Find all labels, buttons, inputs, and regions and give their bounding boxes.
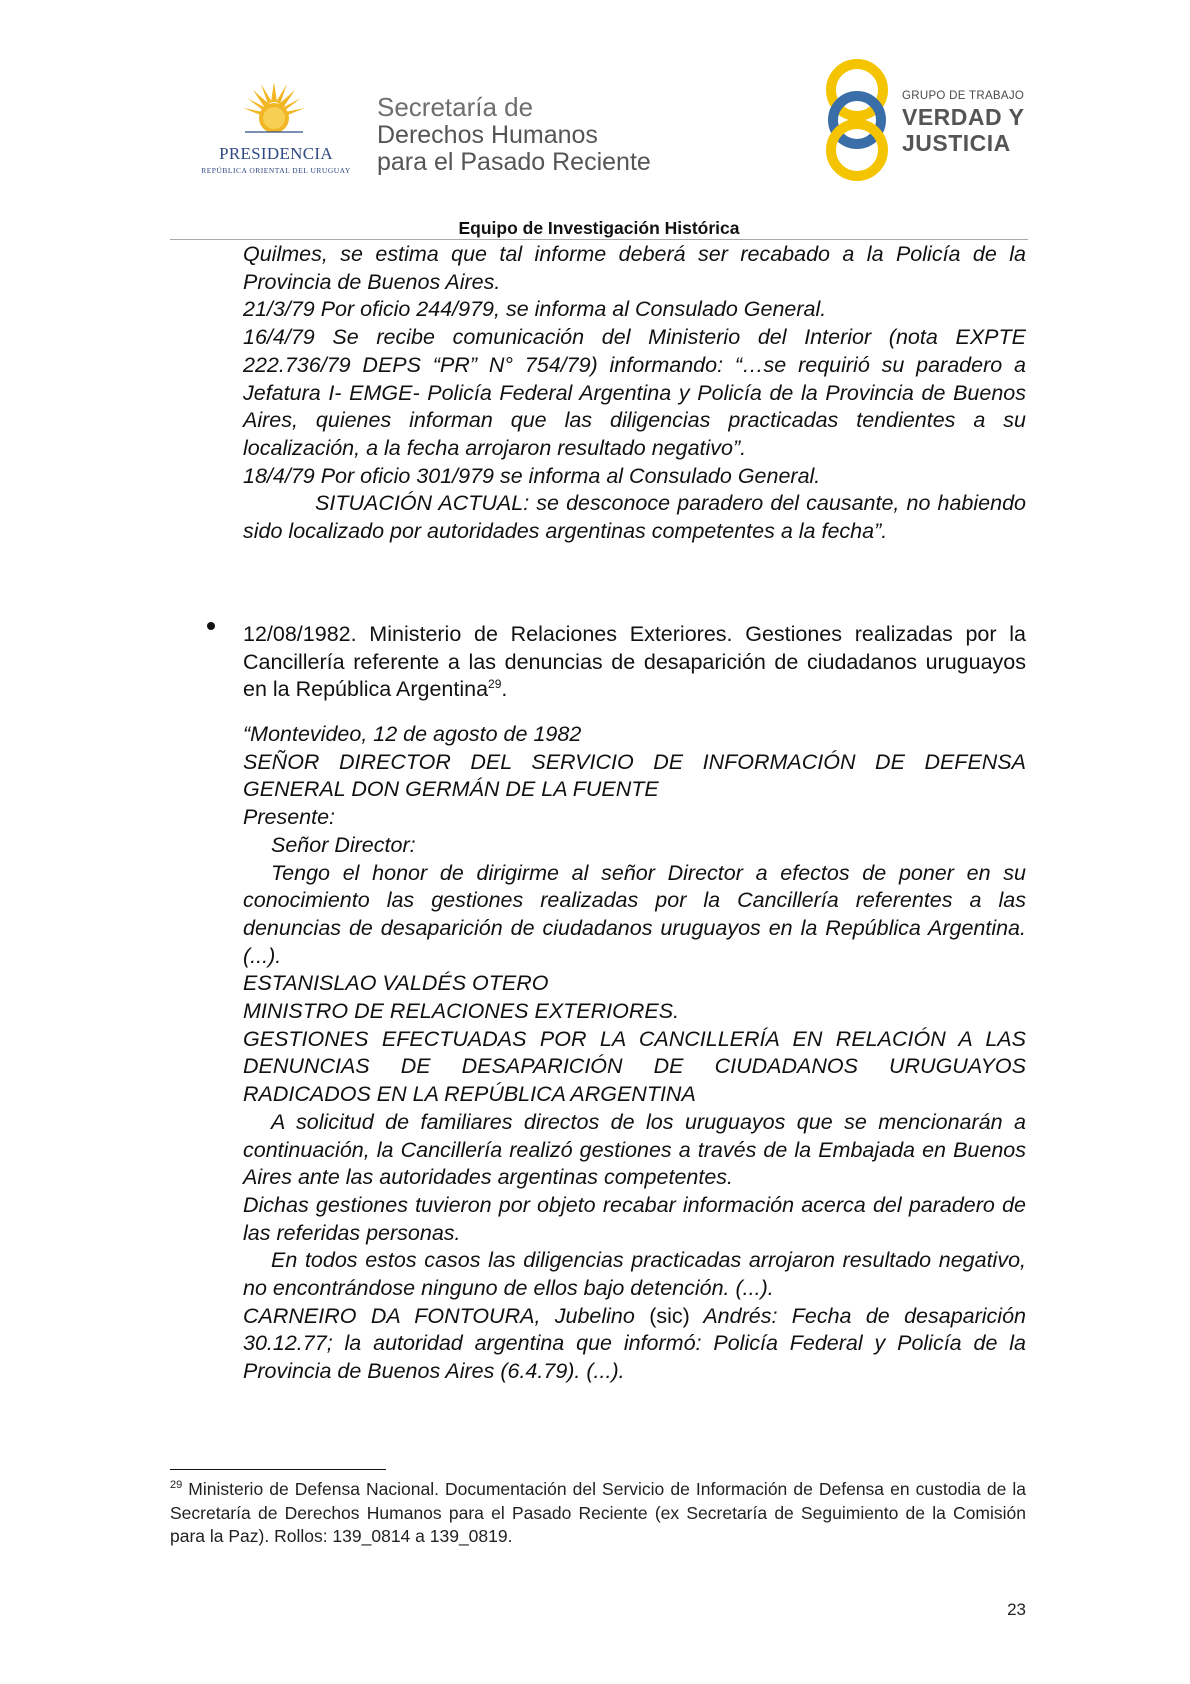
- footnote-number: 29: [170, 1479, 183, 1492]
- letter-line: Señor Director:: [271, 832, 416, 857]
- bullet-item: [243, 621, 1026, 704]
- footnote-ref: 29: [488, 677, 502, 692]
- letter-line: SEÑOR DIRECTOR DEL SERVICIO DE INFORMACIÓN DE DEFENSA GENERAL DON GERMÁN DE LA FUENTE: [243, 749, 1026, 802]
- verdad-label: VERDAD Y: [902, 104, 1025, 130]
- bullet-end: .: [501, 677, 508, 702]
- secretaria-line1: Secretaría de: [377, 92, 534, 122]
- sun-icon: [239, 80, 309, 142]
- header-divider: [170, 239, 1028, 240]
- footnote-text: Ministerio de Defensa Nacional. Documentación del Servicio de Información de Defensa en custodia de la Secretaría de Derechos Humanos para el Pasado Reciente (ex Secretaría de Seguimiento de la Comisión para la Paz). Rollos: 139_0814 a 139_0819.: [170, 1479, 1026, 1546]
- secretaria-line2: Derechos Humanos: [377, 121, 598, 149]
- letter-line: A solicitud de familiares directos de los uruguayos que se mencionarán a continuación, la Cancillería realizó gestiones a través de la Embajada en Buenos Aires ante las autoridades argentinas competentes.: [243, 1109, 1026, 1190]
- letter-line: Presente:: [243, 805, 336, 830]
- quote-block: [243, 241, 1026, 546]
- paragraph: 16/4/79 Se recibe comunicación del Ministerio del Interior (nota EXPTE 222.736/79 DEPS “PR” N° 754/79) informando: “…se requirió su paradero a Jefatura I- EMGE- Policía Federal Argentina y Policía de la Provincia de Buenos Aires, quienes informan que las diligencias practicadas tendientes a su localización, a la fecha arrojaron resultado negativo”.: [243, 325, 1026, 460]
- bullet-text-paragraph: [243, 621, 1026, 704]
- paragraph: 18/4/79 Por oficio 301/979 se informa al Consulado General.: [243, 463, 821, 488]
- letter-line: [243, 1303, 1026, 1386]
- footnote-divider: [170, 1469, 386, 1470]
- paragraph: 21/3/79 Por oficio 244/979, se informa al Consulado General.: [243, 297, 827, 322]
- verdad-justicia-logo: [822, 56, 1032, 182]
- sic-mark: (sic): [649, 1303, 690, 1328]
- presidencia-subtitle: REPÚBLICA ORIENTAL DEL URUGUAY: [201, 166, 351, 175]
- presidencia-logo: [197, 80, 355, 180]
- header-title: Equipo de Investigación Histórica: [458, 218, 740, 238]
- letter-line: GESTIONES EFECTUADAS POR LA CANCILLERÍA EN RELACIÓN A LAS DENUNCIAS DE DESAPARICIÓN DE CIUDADANOS URUGUAYOS RADICADOS EN LA REPÚBLICA ARGENTINA: [243, 1026, 1026, 1107]
- secretaria-logo: [377, 92, 651, 176]
- letter-line: MINISTRO DE RELACIONES EXTERIORES.: [243, 999, 680, 1024]
- letter-line: ESTANISLAO VALDÉS OTERO: [243, 971, 549, 996]
- letter-line: Dichas gestiones tuvieron por objeto recabar información acerca del paradero de las referidas personas.: [243, 1192, 1026, 1245]
- letter-segment: CARNEIRO DA FONTOURA, Jubelino: [243, 1303, 650, 1328]
- letter-line: En todos estos casos las diligencias practicadas arrojaron resultado negativo, no encontrándose ninguno de ellos bajo detención. (...).: [243, 1248, 1026, 1301]
- presidencia-name: PRESIDENCIA: [219, 144, 333, 163]
- bullet-text: 12/08/1982. Ministerio de Relaciones Exteriores. Gestiones realizadas por la Cancillería referente a las denuncias de desaparición de ciudadanos uruguayos en la República Argentina: [243, 622, 1026, 702]
- paragraph: Quilmes, se estima que tal informe deberá ser recabado a la Policía de la Provincia de Buenos Aires.: [243, 242, 1026, 294]
- page-number: 23: [1007, 1600, 1026, 1619]
- letter-block: [243, 721, 1026, 1386]
- justicia-label: JUSTICIA: [902, 130, 1011, 156]
- rings-icon: [822, 56, 892, 182]
- letter-segment: Andrés: Fecha de desaparición 30.12.77; la autoridad argentina que informó: Policía Federal y Policía de la Provincia de Buenos Aires (6.4.79). (...).: [243, 1303, 1026, 1384]
- paragraph: SITUACIÓN ACTUAL: se desconoce paradero del causante, no habiendo sido localizado por autoridades argentinas competentes a la fecha”.: [243, 491, 1026, 544]
- bullet-icon: [207, 622, 215, 630]
- grupo-label: GRUPO DE TRABAJO: [902, 90, 1025, 102]
- footnote: [170, 1478, 1026, 1549]
- letter-line: “Montevideo, 12 de agosto de 1982: [243, 722, 582, 746]
- letter-line: Tengo el honor de dirigirme al señor Director a efectos de poner en su conocimiento las gestiones realizadas por la Cancillería referentes a las denuncias de desaparición de ciudadanos uruguayos en la República Argentina. (...).: [243, 860, 1026, 968]
- secretaria-line3: para el Pasado Reciente: [377, 148, 651, 176]
